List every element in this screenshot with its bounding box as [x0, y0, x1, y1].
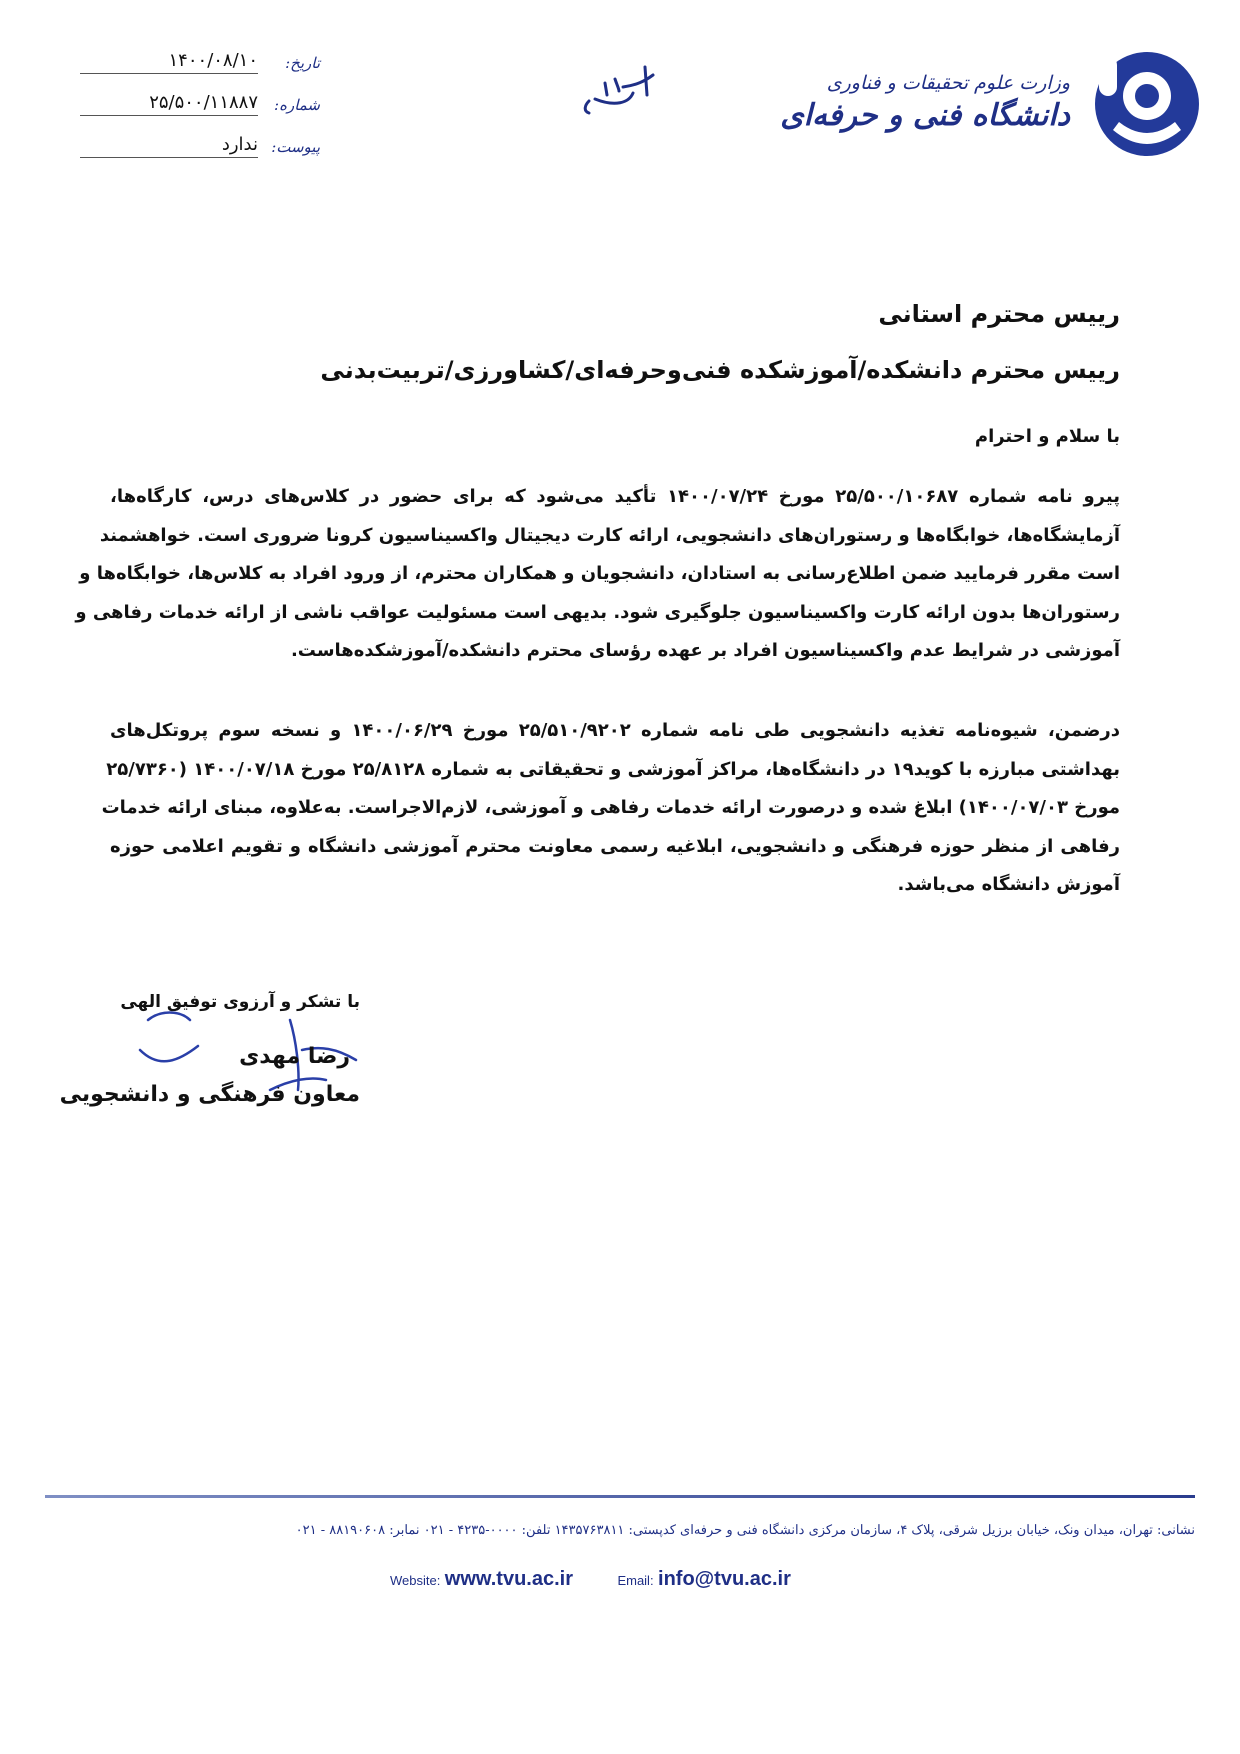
- paragraph-line: رفاهی از منظر حوزه فرهنگی و دانشجویی، ابلاغیه رسمی معاونت محترم آموزشی دانشگاه و تقویم اعلامی حوزه: [110, 835, 1120, 857]
- date-label: تاریخ:: [285, 54, 320, 72]
- paragraph-line: آزمایشگاه‌ها، خوابگاه‌ها و رستوران‌های دانشجویی، ارائه کارت دیجیتال واکسیناسیون کرونا ضروری است. خواهشمند: [99, 524, 1120, 546]
- attachment-value: ندارد: [221, 134, 258, 155]
- email-label: Email:: [617, 1573, 654, 1588]
- addressee-college-heads: رییس محترم دانشکده/آموزشکده فنی‌وحرفه‌ای/کشاورزی/تربیت‌بدنی: [320, 356, 1120, 384]
- ministry-emblem-text: [770, 70, 1070, 136]
- date-value: ۱۴۰۰/۰۸/۱۰: [168, 50, 258, 71]
- attachment-label: پیوست:: [271, 138, 320, 156]
- paragraph-line: مورخ ۱۴۰۰/۰۷/۰۳) ابلاغ شده و درصورت ارائه خدمات رفاهی و آموزشی، لازم‌الاجراست. به‌علاوه، مبنای ارائه خدمات: [101, 797, 1120, 818]
- signature-block: [59, 980, 420, 1120]
- signatory-title: معاون فرهنگی و دانشجویی: [59, 1082, 360, 1107]
- addressee-provincial-head: رییس محترم استانی: [878, 300, 1120, 328]
- paragraph-line: آموزشی در شرایط عدم واکسیناسیون افراد بر عهده رؤسای محترم دانشکده/آموزشکده‌هاست.: [290, 640, 1120, 661]
- letter-metadata: [60, 48, 320, 174]
- paragraph-line: است مقرر فرمایید ضمن اطلاع‌رسانی به استادان، دانشجویان و همکاران محترم، از ورود افراد به کلاس‌ها، خوابگاه‌ها و: [79, 563, 1120, 584]
- attachment-row: [60, 132, 320, 174]
- attachment-rule: [80, 157, 258, 158]
- university-name: دانشگاه فنی و حرفه‌ای: [780, 98, 1070, 133]
- date-row: [60, 48, 320, 90]
- paragraph-nutrition-protocol: [101, 712, 1120, 905]
- closing-phrase: با تشکر و آرزوی توفیق الهی: [120, 992, 360, 1012]
- footer-contact: [390, 1568, 850, 1591]
- ministry-name: وزارت علوم تحقیقات و فناوری: [826, 72, 1070, 94]
- signatory-name: رضا مهدی: [239, 1044, 350, 1069]
- university-logo: [1093, 50, 1201, 158]
- greeting: با سلام و احترام: [974, 426, 1120, 447]
- date-rule: [80, 73, 258, 74]
- paragraph-line: درضمن، شیوه‌نامه تغذیه دانشجویی طی نامه شماره ۲۵/۵۱۰/۹۲۰۲ مورخ ۱۴۰۰/۰۶/۲۹ و نسخه سوم پروتکل‌های: [110, 720, 1120, 741]
- number-row: [60, 90, 320, 132]
- footer-address: نشانی: تهران، میدان ونک، خیابان برزیل شرقی، پلاک ۴، سازمان مرکزی دانشگاه فنی و حرفه‌ای کدپستی: ۱۴۳۵۷۶۳۸۱۱ تلفن: ۰۰۰۰-۴۲۳۵ - ۰۲۱ نمابر: ۸۸۱۹۰۶۰۸ - ۰۲۱: [295, 1523, 1195, 1538]
- website-label: Website:: [390, 1573, 441, 1588]
- website-link[interactable]: www.tvu.ac.ir: [444, 1568, 573, 1590]
- email-link[interactable]: info@tvu.ac.ir: [658, 1568, 791, 1590]
- paragraph-line: رستوران‌ها بدون ارائه کارت واکسیناسیون جلوگیری شود. بدیهی است مسئولیت عواقب ناشی از ارائه خدمات رفاهی و: [75, 601, 1120, 623]
- number-value: ۲۵/۵۰۰/۱۱۸۸۷: [149, 92, 258, 113]
- paragraph-vaccination-requirement: [75, 478, 1120, 671]
- footer-divider: [45, 1495, 1195, 1498]
- number-rule: [80, 115, 258, 116]
- basmala-calligraphy: [575, 55, 665, 125]
- number-label: شماره:: [274, 96, 320, 114]
- paragraph-line: پیرو نامه شماره ۲۵/۵۰۰/۱۰۶۸۷ مورخ ۱۴۰۰/۰۷/۲۴ تأکید می‌شود که برای حضور در کلاس‌های درس، کارگاه‌ها،: [110, 486, 1120, 507]
- paragraph-line: آموزش دانشگاه می‌باشد.: [897, 874, 1120, 895]
- paragraph-line: بهداشتی مبارزه با کوید۱۹ در دانشگاه‌ها، مراکز آموزشی و تحقیقاتی به شماره ۲۵/۸۱۲۸ مورخ ۱۴۰۰/۰۷/۱۸ (۲۵/۷۳۶۰: [106, 758, 1120, 780]
